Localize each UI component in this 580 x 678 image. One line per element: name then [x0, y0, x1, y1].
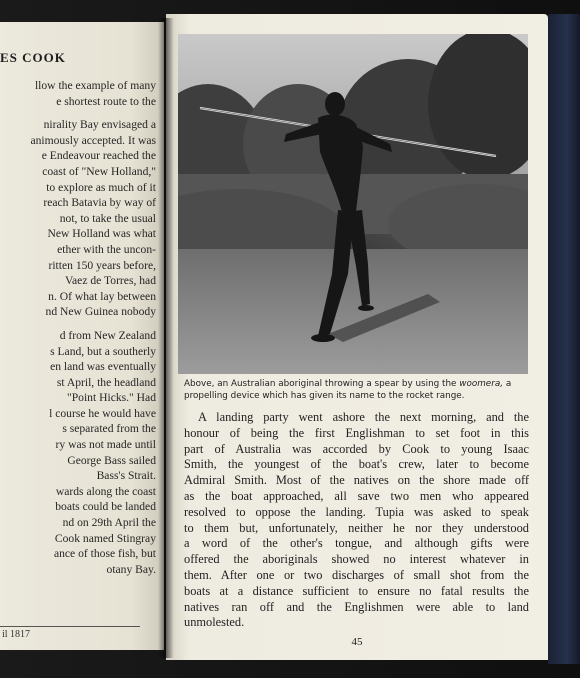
text-line: Vaez de Torres, had	[64, 274, 156, 288]
running-head: ES COOK	[0, 50, 66, 65]
text-line: wards along the coast	[55, 484, 156, 498]
text-line: George Bass sailed	[67, 453, 156, 467]
body-text-line: to them but, unfortunately, neither he nor they understood	[184, 520, 529, 535]
text-line: animously accepted. It was	[30, 133, 156, 147]
body-text-line: part of Australia was accorded by Cook to young Isaac	[184, 441, 529, 456]
text-line: nirality Bay envisaged a	[43, 118, 156, 132]
photograph-aboriginal-spear-thrower	[178, 34, 528, 374]
caption-emphasis-woomera: woomera,	[459, 379, 504, 389]
text-line: st April, the headland	[56, 375, 156, 389]
text-line: coast of "New Holland,"	[42, 164, 156, 178]
book-gutter	[158, 18, 174, 658]
photo-caption	[184, 378, 529, 402]
body-text-line: as the boat approached, all save two men who appeared	[184, 488, 529, 503]
footnote: il 1817	[2, 629, 31, 640]
text-line	[0, 320, 156, 328]
text-line: d from New Zealand	[59, 328, 156, 342]
body-text-line: boats at a distance sufficient to ensure no fatal results the	[184, 583, 529, 598]
text-line: n. Of what lay between	[48, 289, 156, 303]
body-text-line: Smith, the youngest of the boat's crew, later to become	[184, 457, 529, 472]
text-line: Bass's Strait.	[96, 469, 156, 483]
text-line: l course he would have	[49, 406, 156, 420]
text-line: nd New Guinea nobody	[45, 305, 156, 319]
text-line: not, to take the usual	[59, 211, 156, 225]
text-line: e Endeavour reached the	[41, 149, 156, 163]
caption-text: Above, an Australian aboriginal throwing a spear by using the	[184, 379, 457, 389]
text-line: e shortest route to the	[56, 94, 156, 108]
text-line: llow the example of many	[34, 79, 156, 92]
text-line: s separated from the	[62, 422, 156, 436]
text-line: reach Batavia by way of	[43, 196, 156, 210]
body-text-line: Admiral Smith. Most of the natives on the shore made off	[184, 473, 529, 488]
body-text	[184, 410, 529, 631]
footnote-rule	[0, 626, 140, 627]
text-line: "Point Hicks." Had	[66, 391, 156, 405]
text-line: nd on 29th April the	[62, 516, 156, 530]
text-line	[0, 109, 156, 117]
text-line: ether with the uncon-	[57, 242, 156, 256]
body-text-line: a word of the other's tongue, and although gifts were	[184, 536, 529, 551]
text-line: ry was not made until	[55, 438, 156, 452]
text-line: s Land, but a southerly	[50, 344, 156, 358]
caption-text-continued: a propelling device which has given its name to the rocket range.	[184, 379, 512, 401]
body-text-line: them. After one or two discharges of small shot from the	[184, 567, 529, 582]
body-text-line: A landing party went ashore the next morning, and the	[198, 410, 529, 424]
photograph-illustration	[178, 34, 528, 374]
text-line: en land was eventually	[50, 360, 156, 374]
text-line: ritten 150 years before,	[48, 258, 156, 272]
text-line: to explore as much of it	[46, 180, 156, 194]
text-line: otany Bay.	[106, 562, 156, 576]
text-line: Cook named Stingray	[54, 531, 156, 545]
right-page	[166, 14, 548, 660]
text-line: New Holland was what	[47, 227, 156, 241]
left-page-text	[0, 78, 156, 577]
body-text-line: honour of being the first Englishman to set foot in this	[184, 425, 529, 440]
body-text-line: resolved to oppose the landing. Tupia was asked to speak	[184, 504, 529, 519]
body-text-line: natives ran off and the Englishmen were able to land	[184, 599, 529, 614]
book-cover-edge	[548, 14, 580, 664]
text-line: boats could be landed	[55, 500, 156, 514]
body-text-line: unmolested.	[184, 615, 245, 630]
left-page	[0, 22, 164, 650]
body-text-line: offered the aboriginals showed no interest whatever in	[184, 552, 529, 567]
page-number: 45	[351, 636, 363, 648]
text-line: ance of those fish, but	[53, 547, 156, 561]
